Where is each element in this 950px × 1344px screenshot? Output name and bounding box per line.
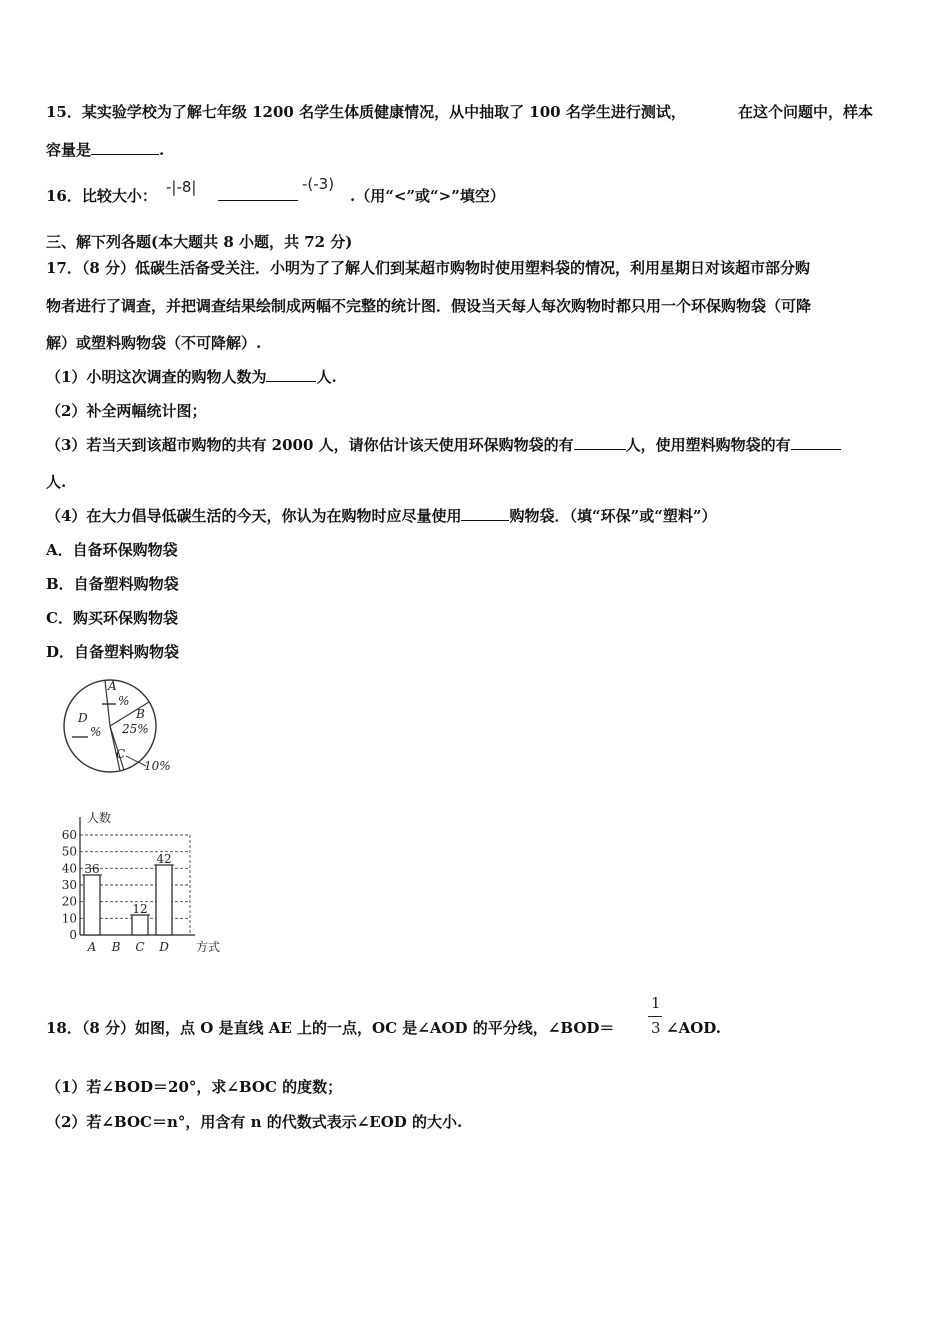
q17-sub3-blank1[interactable]	[574, 435, 626, 450]
q17-line1: 17．（8 分）低碳生活备受关注．小明为了了解人们到某超市购物时使用塑料袋的情况，利用星期日对该超市部分购	[46, 259, 811, 277]
bar-C	[132, 915, 148, 935]
q16-expr-left: -|-8|	[166, 178, 197, 196]
bar-label-D: 42	[156, 852, 172, 866]
q17-line3: 解）或塑料购物袋（不可降解）.	[46, 334, 262, 352]
q17-sub1-blank[interactable]	[266, 367, 316, 382]
pie-c-pct: 10%	[144, 759, 171, 773]
q16-prefix: 16．比较大小：	[46, 187, 157, 205]
ytick-0: 0	[69, 928, 77, 942]
q18-sub2: （2）若∠BOC＝n°，用含有 n 的代数式表示∠EOD 的大小.	[46, 1113, 463, 1131]
bar-xlabel: 方式	[196, 940, 221, 954]
ytick-20: 20	[61, 894, 77, 909]
q15-line1	[46, 102, 686, 122]
q17-sub4-tail: 购物袋．（填“环保”或“塑料”）	[509, 507, 717, 525]
pie-a-pct: %	[118, 694, 130, 708]
bar-D	[156, 865, 172, 935]
q17-option-a[interactable]: A．自备环保购物袋	[46, 541, 178, 559]
ytick-10: 10	[61, 911, 77, 926]
xtick-C: C	[135, 940, 145, 954]
q17-option-d[interactable]: D．自备塑料购物袋	[46, 643, 180, 661]
ytick-30: 30	[61, 878, 77, 892]
q17-option-b[interactable]: B．自备塑料购物袋	[46, 575, 179, 593]
ytick-40: 40	[61, 861, 77, 876]
q17-sub1	[46, 367, 337, 387]
pie-label-b: B	[136, 707, 145, 721]
ytick-50: 50	[61, 844, 77, 859]
q15-line2-text: 容量是	[46, 141, 92, 159]
xtick-A: A	[87, 940, 97, 954]
q18-sub1: （1）若∠BOD＝20°，求∠BOC 的度数；	[46, 1078, 343, 1096]
q17-option-c[interactable]: C．购买环保购物袋	[46, 609, 178, 627]
pie-chart	[58, 672, 188, 782]
q17-sub3	[46, 435, 841, 455]
q15-answer-blank[interactable]	[91, 140, 159, 155]
q15-line1-tail: 在这个问题中，样本	[738, 103, 874, 121]
q17-sub3-text: （3）若当天到该超市购物的共有 2000 人，请你估计该天使用环保购物袋的有	[46, 436, 574, 454]
q17-sub1-text: （1）小明这次调查的购物人数为	[46, 368, 267, 386]
q17-sub3-mid: 人，使用塑料购物袋的有	[625, 436, 791, 454]
pie-d-pct: %	[90, 725, 102, 739]
q16-expr-right: -(-3)	[302, 175, 335, 193]
bar-ylabel: 人数	[87, 811, 112, 825]
q16-suffix: .（用“<”或“>”填空）	[350, 187, 505, 205]
bar-chart	[50, 805, 240, 960]
pie-label-d: D	[78, 711, 88, 725]
q15-line2	[46, 140, 164, 160]
q18-frac-den: 3	[651, 1019, 661, 1037]
section3-title: 三、解下列各题(本大题共 8 小题，共 72 分)	[46, 233, 353, 251]
bar-label-C: 12	[132, 902, 148, 916]
q17-sub4-blank[interactable]	[461, 506, 509, 521]
pie-label-c: C	[116, 747, 126, 761]
q16-answer-blank[interactable]	[218, 186, 298, 201]
bar-label-A: 36	[84, 862, 100, 876]
q17-sub3-blank2[interactable]	[791, 435, 841, 450]
q15-text: 15．某实验学校为了解七年级 1200 名学生体质健康情况，从中抽取了 100 名学生进行测试，	[46, 103, 686, 121]
q15-period: .	[159, 141, 165, 159]
q18-frac-num: 1	[651, 994, 661, 1012]
q18-frac-bar	[648, 1016, 662, 1017]
pie-label-a: A	[108, 679, 117, 693]
q18-line-tail: ∠AOD.	[666, 1019, 721, 1037]
q17-sub4-text: （4）在大力倡导低碳生活的今天，你认为在购物时应尽量使用	[46, 507, 462, 525]
q17-sub3-end: 人.	[46, 473, 67, 491]
pie-b-pct: 25%	[122, 722, 149, 736]
q17-sub1-unit: 人.	[316, 368, 337, 386]
q18-line: 18．（8 分）如图，点 O 是直线 AE 上的一点，OC 是∠AOD 的平分线，∠BOD＝	[46, 1019, 615, 1037]
q17-line2: 物者进行了调查，并把调查结果绘制成两幅不完整的统计图．假设当天每人每次购物时都只用一个环保购物袋（可降	[46, 297, 812, 315]
ytick-60: 60	[61, 828, 77, 842]
bar-A	[84, 875, 100, 935]
q17-sub4	[46, 506, 716, 526]
xtick-B: B	[111, 940, 121, 954]
q17-sub2: （2）补全两幅统计图；	[46, 402, 207, 420]
xtick-D: D	[159, 940, 169, 954]
